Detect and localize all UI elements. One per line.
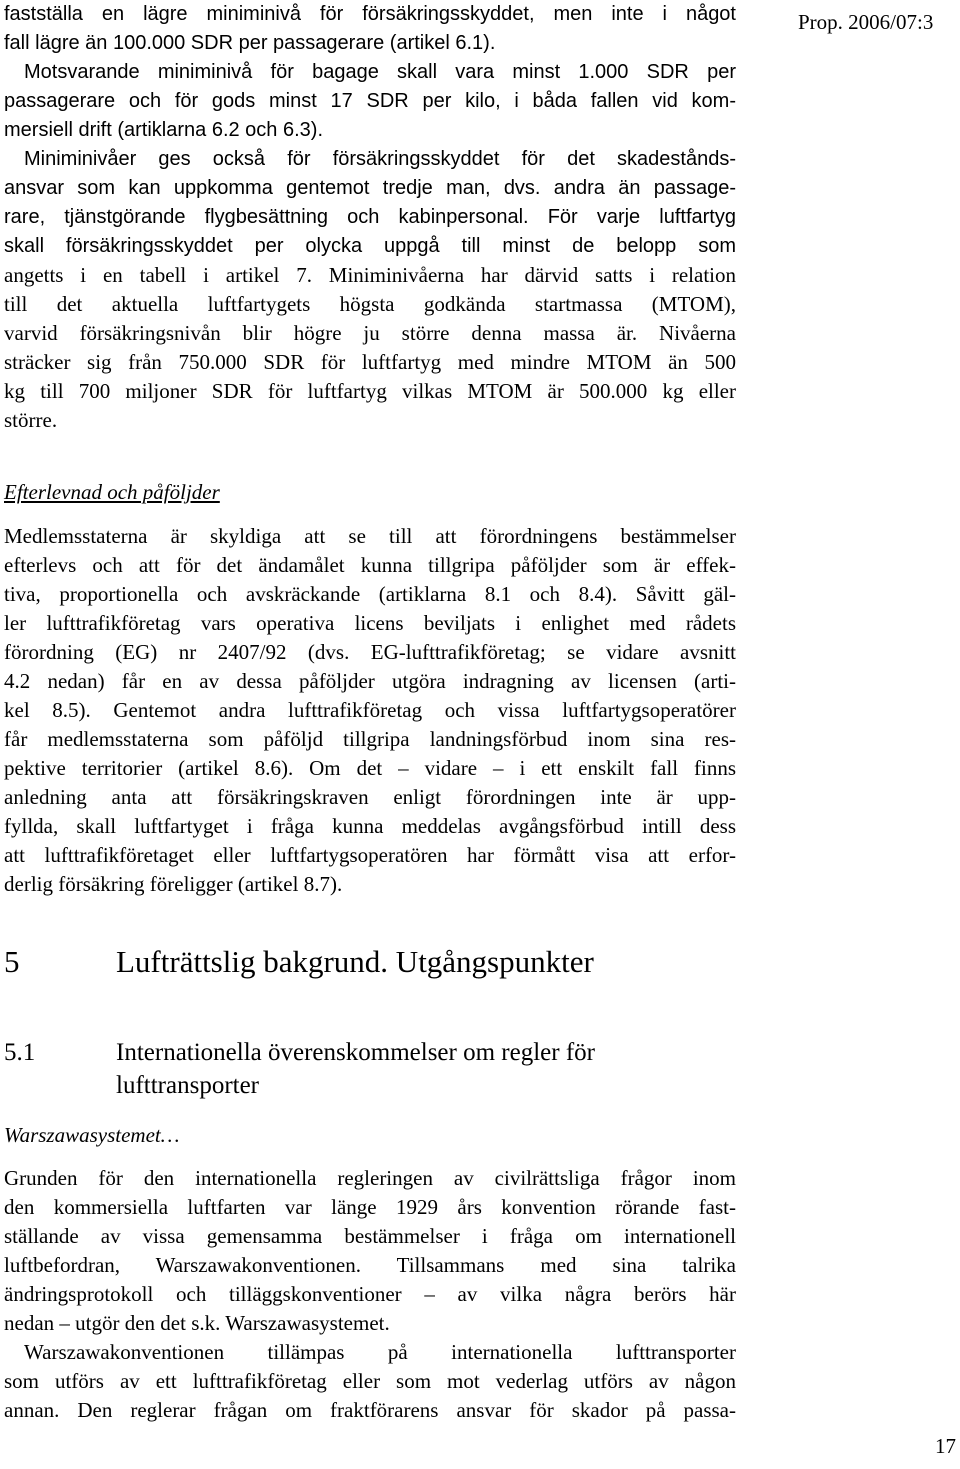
section-heading xyxy=(4,1036,595,1102)
text-line: skall försäkringsskyddet per olycka uppgå till minst de belopp som xyxy=(4,235,736,257)
page-number: 17 xyxy=(935,1434,956,1458)
text-line: annan. Den reglerar frågan om fraktförarens ansvar för skador på passa- xyxy=(4,1398,736,1422)
section-title-line-2: lufttransporter xyxy=(116,1072,260,1099)
text-line: att lufttrafikföretaget eller luftfartygsoperatören har förmått visa att erfor- xyxy=(4,843,736,867)
text-line: efterlevs och att för det ändamålet kunna tillgripa påföljder som är effek- xyxy=(4,553,736,577)
paragraph-warsaw-convention xyxy=(4,1338,736,1425)
text-line: förordning (EG) nr 2407/92 (dvs. EG-lufttrafikföretag; se vidare avsnitt xyxy=(4,640,736,664)
margin-note: Prop. 2006/07:3 xyxy=(798,10,934,34)
text-line: ler lufttrafikföretag vars operativa licens beviljats i enlighet med rådets xyxy=(4,611,736,635)
paragraph-warsaw-system xyxy=(4,1164,736,1338)
text-line: får medlemsstaterna som påföljd tillgripa landningsförbud inom sina res- xyxy=(4,727,736,751)
text-line: varvid försäkringsnivån blir högre ju större denna massa är. Nivåerna xyxy=(4,321,736,345)
text-line: den kommersiella luftfarten var länge 1929 års konvention rörande fast- xyxy=(4,1195,736,1219)
section-subheading: Efterlevnad och påföljder xyxy=(4,480,220,504)
text-line: som utförs av ett lufttrafikföretag eller som mot vederlag utförs av någon xyxy=(4,1369,736,1393)
section-number: 5.1 xyxy=(4,1039,36,1066)
text-line: fastställa en lägre miniminivå för försäkringsskyddet, men inte i något xyxy=(4,3,736,25)
text-line: till det aktuella luftfartygets högsta godkända startmassa (MTOM), xyxy=(4,292,736,316)
text-line: fyllda, skall luftfartyget i fråga kunna meddelas avgångsförbud intill dess xyxy=(4,814,736,838)
text-line: större. xyxy=(4,408,58,432)
paragraph-insurance-levels xyxy=(4,0,736,435)
text-line: kel 8.5). Gentemot andra lufttrafikföretag och vissa luftfartygsoperatörer xyxy=(4,698,736,722)
text-line: Warszawakonventionen tillämpas på internationella lufttransporter xyxy=(24,1340,736,1364)
chapter-heading xyxy=(4,944,594,980)
subheading-warszawa: Warszawasystemet… xyxy=(4,1123,180,1147)
text-line: Grunden för den internationella regleringen av civilrättsliga frågor inom xyxy=(4,1166,736,1190)
section-title-line-1: Internationella överenskommelser om regler för xyxy=(116,1039,595,1066)
text-line: Miniminivåer ges också för försäkringsskyddet för det skadestånds- xyxy=(24,148,736,170)
text-line: rare, tjänstgörande flygbesättning och kabinpersonal. För varje luftfartyg xyxy=(4,206,736,228)
text-line: luftbefordran, Warszawakonventionen. Tillsammans med sina talrika xyxy=(4,1253,736,1277)
text-line: derlig försäkring föreligger (artikel 8.7). xyxy=(4,872,343,896)
text-line: ansvar som kan uppkomma gentemot tredje man, dvs. andra än passage- xyxy=(4,177,736,199)
text-line: anledning anta att försäkringskraven enligt förordningen inte är upp- xyxy=(4,785,736,809)
paragraph-compliance xyxy=(4,522,736,899)
text-line: Motsvarande miniminivå för bagage skall vara minst 1.000 SDR per xyxy=(24,61,736,83)
text-line: mersiell drift (artiklarna 6.2 och 6.3). xyxy=(4,119,324,141)
text-line: passagerare och för gods minst 17 SDR per kilo, i båda fallen vid kom- xyxy=(4,90,736,112)
text-line: fall lägre än 100.000 SDR per passagerare (artikel 6.1). xyxy=(4,32,496,54)
chapter-title: Lufträttslig bakgrund. Utgångspunkter xyxy=(116,944,594,979)
text-line: tiva, proportionella och avskräckande (artiklarna 8.1 och 8.4). Såvitt gäl- xyxy=(4,582,736,606)
text-line: nedan – utgör den det s.k. Warszawasystemet. xyxy=(4,1311,390,1335)
text-line: ändringsprotokoll och tilläggskonventioner – av vilka några berörs här xyxy=(4,1282,736,1306)
text-line: Medlemsstaterna är skyldiga att se till att förordningens bestämmelser xyxy=(4,524,736,548)
chapter-number: 5 xyxy=(4,944,20,979)
text-line: sträcker sig från 750.000 SDR för luftfartyg med mindre MTOM än 500 xyxy=(4,350,736,374)
text-line: angetts i en tabell i artikel 7. Miniminivåerna har därvid satts i relation xyxy=(4,263,736,287)
text-line: 4.2 nedan) får en av dessa påföljder utgöra indragning av licensen (arti- xyxy=(4,669,736,693)
text-line: pektive territorier (artikel 8.6). Om det – vidare – i ett enskilt fall finns xyxy=(4,756,736,780)
text-line: kg till 700 miljoner SDR för luftfartyg vilkas MTOM är 500.000 kg eller xyxy=(4,379,736,403)
text-line: ställande av vissa gemensamma bestämmelser i fråga om internationell xyxy=(4,1224,736,1248)
